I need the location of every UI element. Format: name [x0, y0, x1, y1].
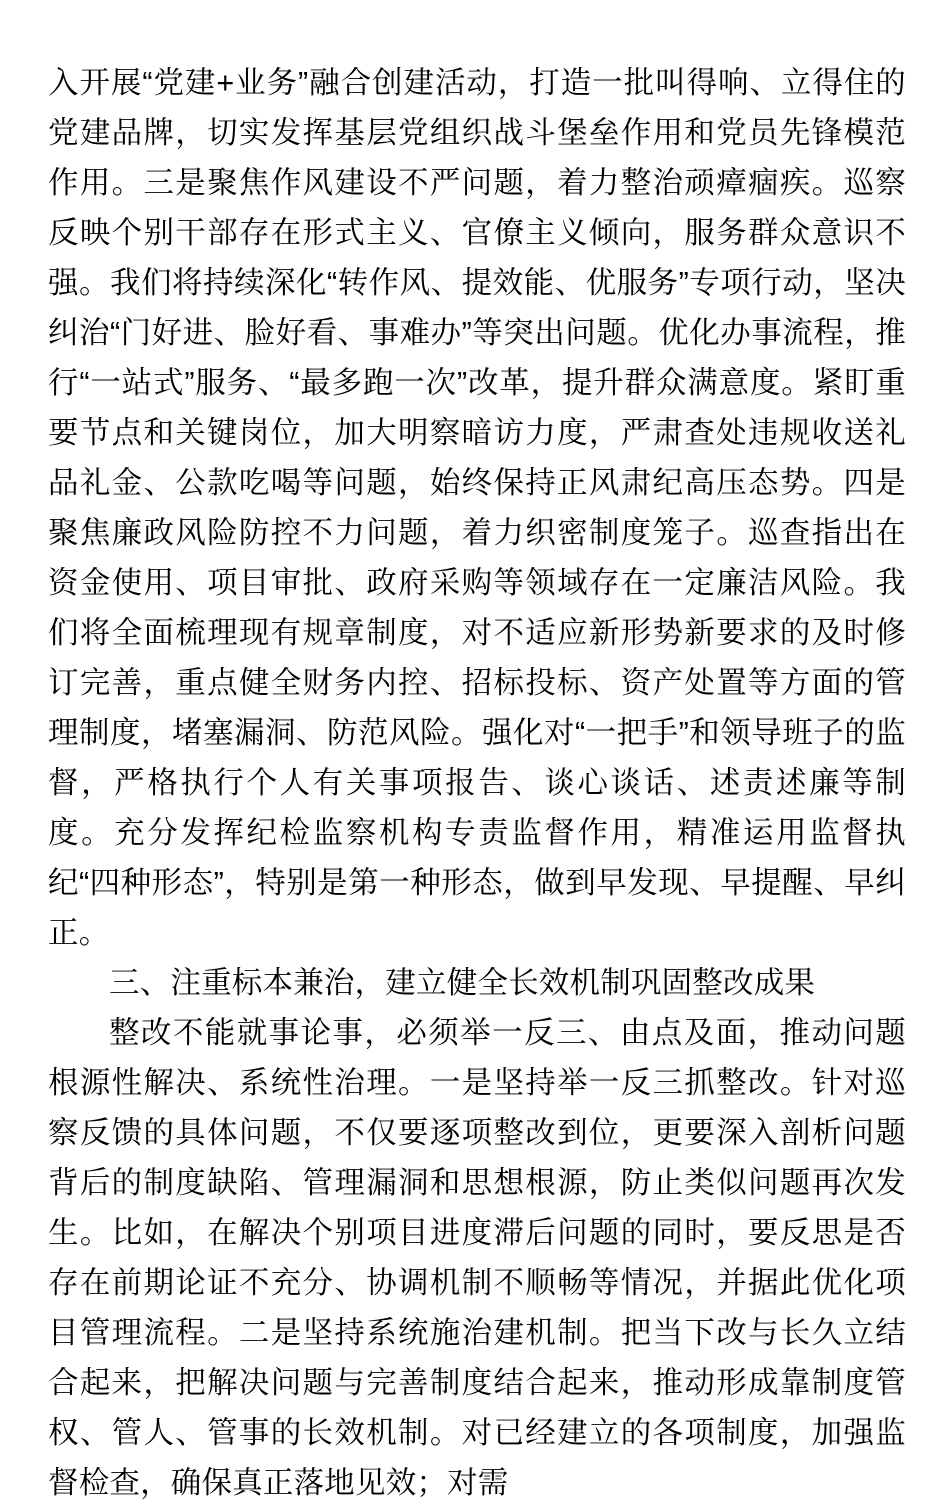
paragraph-continuation: 入开展“党建+业务”融合创建活动，打造一批叫得响、立得住的党建品牌，切实发挥基层党组织战斗堡垒作用和党员先锋模范作用。三是聚焦作风建设不严问题，着力整治顽瘴痼疾。巡察反映个别干部存在形式主义、官僚主义倾向，服务群众意识不强。我们将持续深化“转作风、提效能、优服务”专项行动，坚决纠治“门好进、脸好看、事难办”等突出问题。优化办事流程，推行“一站式”服务、“最多跑一次”改革，提升群众满意度。紧盯重要节点和关键岗位，加大明察暗访力度，严肃查处违规收送礼品礼金、公款吃喝等问题，始终保持正风肃纪高压态势。四是聚焦廉政风险防控不力问题，着力织密制度笼子。巡查指出在资金使用、项目审批、政府采购等领域存在一定廉洁风险。我们将全面梳理现有规章制度，对不适应新形势新要求的及时修订完善，重点健全财务内控、招标投标、资产处置等方面的管理制度，堵塞漏洞、防范风险。强化对“一把手”和领导班子的监督，严格执行个人有关事项报告、谈心谈话、述责述廉等制度。充分发挥纪检监察机构专责监督作用，精准运用监督执纪“四种形态”，特别是第一种形态，做到早发现、早提醒、早纠正。: [48, 66, 906, 950]
paragraph-body: 整改不能就事论事，必须举一反三、由点及面，推动问题根源性解决、系统性治理。一是坚持举一反三抓整改。针对巡察反馈的具体问题，不仅要逐项整改到位，更要深入剖析问题背后的制度缺陷、管理漏洞和思想根源，防止类似问题再次发生。比如，在解决个别项目进度滞后问题的同时，要反思是否存在前期论证不充分、协调机制不顺畅等情况，并据此优化项目管理流程。二是坚持系统施治建机制。把当下改与长久立结合起来，把解决问题与完善制度结合起来，推动形成靠制度管权、管人、管事的长效机制。对已经建立的各项制度，加强监督检查，确保真正落地见效；对需: [48, 1016, 906, 1500]
document-body: [48, 58, 906, 1508]
section-heading-three: 三、注重标本兼治，建立健全长效机制巩固整改成果: [109, 966, 816, 1000]
